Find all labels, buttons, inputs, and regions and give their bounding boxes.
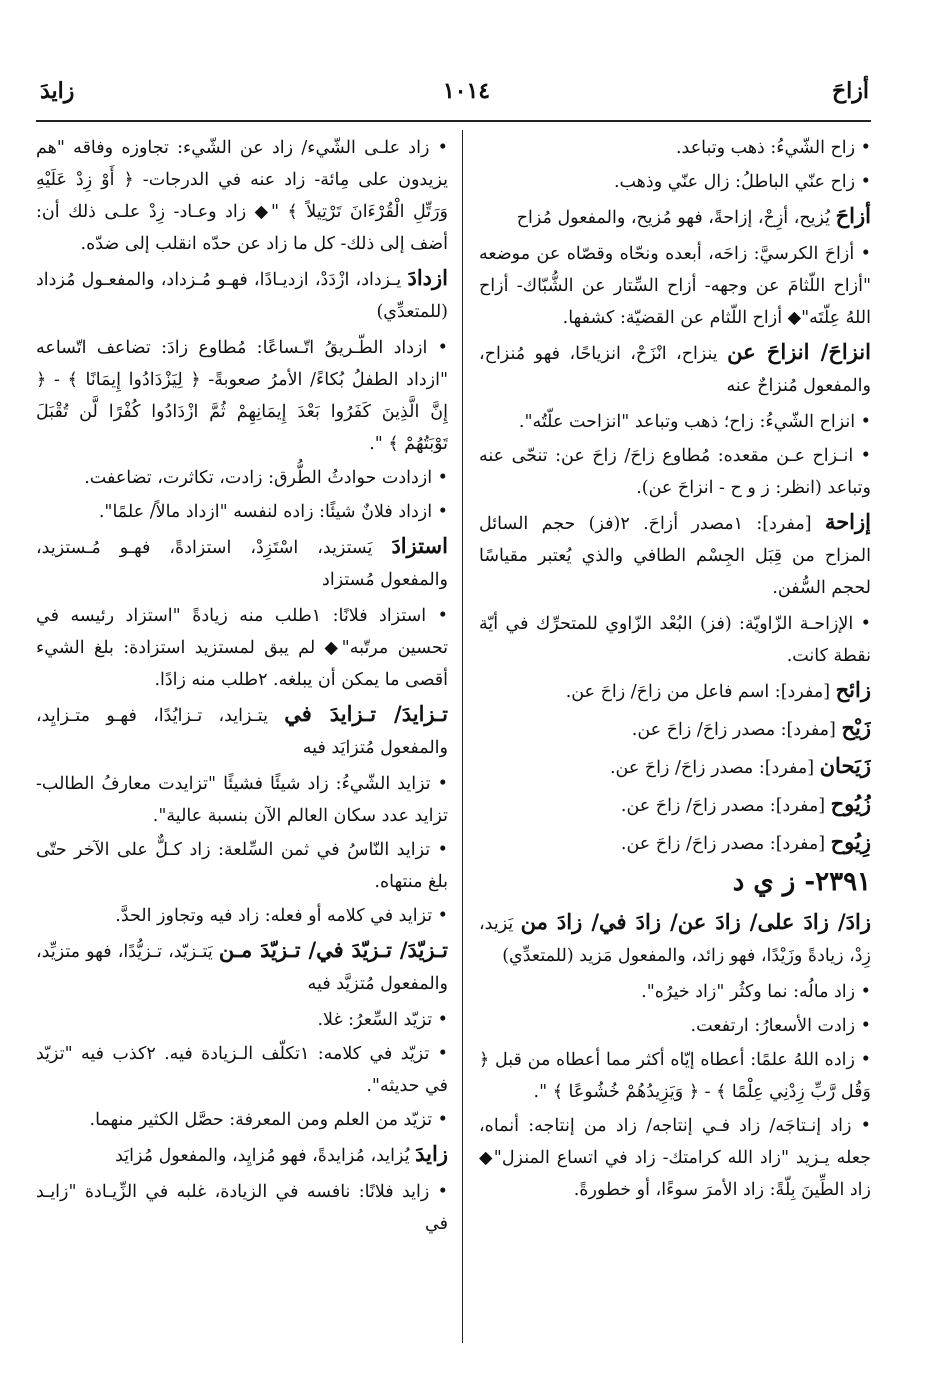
entry-definition: يـزداد، ازْدَدْ، ازديـادًا، فهـو مُـزداد، والمفعـول مُزداد (للمتعدِّي) [36,270,448,322]
headword: تـزيّدَ/ تـزيّدَ في/ تـزيّدَ مـن [218,937,448,962]
sense-line: • تزايد النّاسُ في ثمن السِّلعة: زاد كـلٌّ على الآخر حتّى بلغ منتهاه. [36,834,448,898]
sense-line: • زاد مالُه: نما وكثُر "زاد خيرُه". [479,976,871,1008]
headword: ازدادَ [407,265,448,290]
dictionary-entry [36,1138,448,1172]
dictionary-entry [479,826,871,860]
right-column [479,132,871,1343]
entry-definition: يُزايد، مُزايدةً، فهو مُزايِد، والمفعول مُزايَد [115,1146,410,1166]
sense-line: • تزايد في كلامه أو فعله: زاد فيه وتجاوز الحدَّ. [36,900,448,932]
entry-definition: [مفرد]: مصدر زاحَ/ زاحَ عن. [620,834,826,854]
sense-line: • استزاد فلانًا: ١طلب منه زيادةً "استزاد رئيسه في تحسين مرتّبه"◆ لم يبق لمستزيد استزادة: بلغ الشيء أقصى ما يمكن أن يبلغه. ٢طلب منه زادًا. [36,600,448,696]
sense-line: • ازدادت حوادثُ الطُّرق: زادت، تكاثرت، تضاعفت. [36,462,448,494]
headword: إزاحة [824,509,871,534]
headword: انزاحَ/ انزاحَ عن [727,339,871,364]
headword: زادَ/ زادَ على/ زادَ عن/ زادَ في/ زادَ من [520,909,871,934]
column-divider [462,130,463,1343]
left-column [36,132,448,1343]
entry-definition: يَستزيد، اسْتَزِدْ، استزادةً، فهـو مُـستزيد، والمفعول مُستزاد [36,538,448,590]
headword: زَيَحان [819,753,871,778]
entry-definition: ينزاح، انْزَحْ، انزياحًا، فهو مُنزاح، والمفعول مُنزاحٌ عنه [479,344,871,396]
sense-line: • زاده اللهُ علمًا: أعطاه إيّاه أكثر مما أعطاه من قبل ﴿ وَقُل رَّبِّ زِدْنِي عِلْمًا ﴾ - ﴿ وَيَزِيدُهُمْ خُشُوعًا ﴾ ". [479,1044,871,1108]
sense-line: • انزاح الشّيءُ: زاح؛ ذهب وتباعد "انزاحت علّتُه". [479,406,871,438]
root-heading: ٢٣٩١- ز ي د [732,867,871,897]
dictionary-entry [36,262,448,328]
running-head-right: أزاحَ [831,78,869,104]
entry-definition: [مفرد]: اسم فاعل من زاحَ/ زاحَ عن. [565,682,831,702]
entry-definition: يَتـزيّد، تـزيُّدًا، فهو متزيِّد، والمفعول مُتزيَّد فيه [36,942,448,994]
dictionary-entry [479,674,871,708]
sense-line: • زاد إنـتاجَه/ زاد فـي إنتاجه/ زاد من إنتاجه: أنماه، جعله يـزيد "زاد الله كرامتك- زاد في اتساع المنزل"◆ زاد الطِّينَ بِلّةً: زاد الأمرَ سوءًا، أو خطورةً. [479,1110,871,1206]
headword: زايدَ [415,1141,448,1166]
headword: زَيْح [841,715,871,740]
sense-line: • الإزاحـة الزّاويّة: (فز) البُعْد الزّاوي للمتحرِّك في أيّة نقطة كانت. [479,608,871,672]
entry-definition: [مفرد]: مصدر زاحَ/ زاحَ عن. [620,796,826,816]
dictionary-entry [36,530,448,596]
header-rule [36,120,871,122]
dictionary-entry [479,788,871,822]
dictionary-entry [479,906,871,972]
dictionary-entry [479,750,871,784]
dictionary-entry [479,200,871,234]
sense-line: • زاح الشّيءُ: ذهب وتباعد. [479,132,871,164]
dictionary-entry [36,934,448,1000]
headword: زُيُوح [830,791,871,816]
page-number: ١٠١٤ [442,78,491,104]
sense-line: • زادت الأسعارُ: ارتفعت. [479,1010,871,1042]
sense-line: • تزيّد من العلم ومن المعرفة: حصَّل الكثير منهما. [36,1104,448,1136]
sense-line: • انـزاح عـن مقعده: مُطاوع زاحَ/ زاحَ عن: تنحّى عنه وتباعد (انظر: ز و ح - انزاحَ عن). [479,440,871,504]
sense-line: • زاح عنّي الباطلُ: زال عنّي وذهب. [479,166,871,198]
sense-line: • زاد علـى الشّيء/ زاد عن الشّيء: تجاوزه وفاقه "هم يزيدون على مِائة- زاد عنه في الدرجات- ﴿ أَوْ زِدْ عَلَيْهِ وَرَتِّلِ الْقُرْءَانَ تَرْتِيلاً ﴾ "◆ زاد وعـاد- زِدْ علـى ذلك أن: أضف إلى ذلك- كل ما زاد عن حدّه انقلب إلى ضدّه. [36,132,448,260]
dictionary-entry [479,506,871,604]
sense-line: • ازداد فلانٌ شيئًا: زاده لنفسه "ازداد مالاً/ علمًا". [36,496,448,528]
entry-definition: [مفرد]: مصدر زاحَ/ زاحَ عن. [631,720,836,740]
entry-definition: [مفرد]: ١مصدر أزاحَ. ٢(فز) حجم السائل المزاح من قِبَل الجِسْم الطافي والذي يُعتبر مقياسًا لحجم السُّفن. [479,514,871,598]
running-head-left: زايدَ [40,78,75,104]
entry-definition: يتـزايد، تـزايُدًا، فهـو متـزايِد، والمفعول مُتزايَد فيه [36,706,448,758]
sense-line: • تزايد الشّيءُ: زاد شيئًا فشيئًا "تزايدت معارفُ الطالب- تزايد عدد سكان العالم الآن بنسبة عالية". [36,768,448,832]
sense-line: • تزيّد في كلامه: ١تكلّف الـزيادة فيه. ٢كذب فيه "تزيّد في حديثه". [36,1038,448,1102]
headword: زائح [835,677,871,702]
sense-line: • ازداد الطّـريقُ اتّـساعًا: مُطاوع زادَ: تضاعف اتّساعه "ازداد الطفلُ بُكاءً/ الأمرُ صعوبةً- ﴿ لِيَزْدَادُوا إِيمَانًا ﴾ - ﴿ إِنَّ الَّذِينَ كَفَرُوا بَعْدَ إِيمَانِهِمْ ثُمَّ ازْدَادُوا كُفْرًا لَّن تُقْبَلَ تَوْبَتُهُمْ ﴾ ". [36,332,448,460]
headword: أزاحَ [835,203,871,228]
entry-definition: [مفرد]: مصدر زاحَ/ زاحَ عن. [609,758,815,778]
entry-definition: يُزيح، أزِحْ، إزاحةً، فهو مُزيح، والمفعول مُزاح [516,208,831,228]
sense-line: • زايد فلانًا: نافسه في الزيادة، غلبه في الزِّيـادة "زايـد في [36,1176,448,1240]
headword: زِيُوح [830,829,871,854]
dictionary-entry [479,336,871,402]
headword: استزادَ [391,533,448,558]
entry-definition: يَزيد، زِدْ، زيادةً وزَيْدًا، فهو زائد، والمفعول مَزيد (للمتعدِّي) [479,914,871,966]
dictionary-entry [479,712,871,746]
dictionary-entry [36,698,448,764]
sense-line: • تزيّد السِّعرُ: غلا. [36,1004,448,1036]
headword: تـزايدَ/ تـزايدَ في [284,701,448,726]
sense-line: • أزاحَ الكرسيَّ: زاحَه، أبعده ونحّاه وقصّاه عن موضعه "أزاح اللّثامَ عن وجهه- أزاح السِّتار عن الشُّبّاك- أزاح اللهُ عِلّتَه"◆ أزاح اللّثام عن القضيّة: كشفها. [479,238,871,334]
